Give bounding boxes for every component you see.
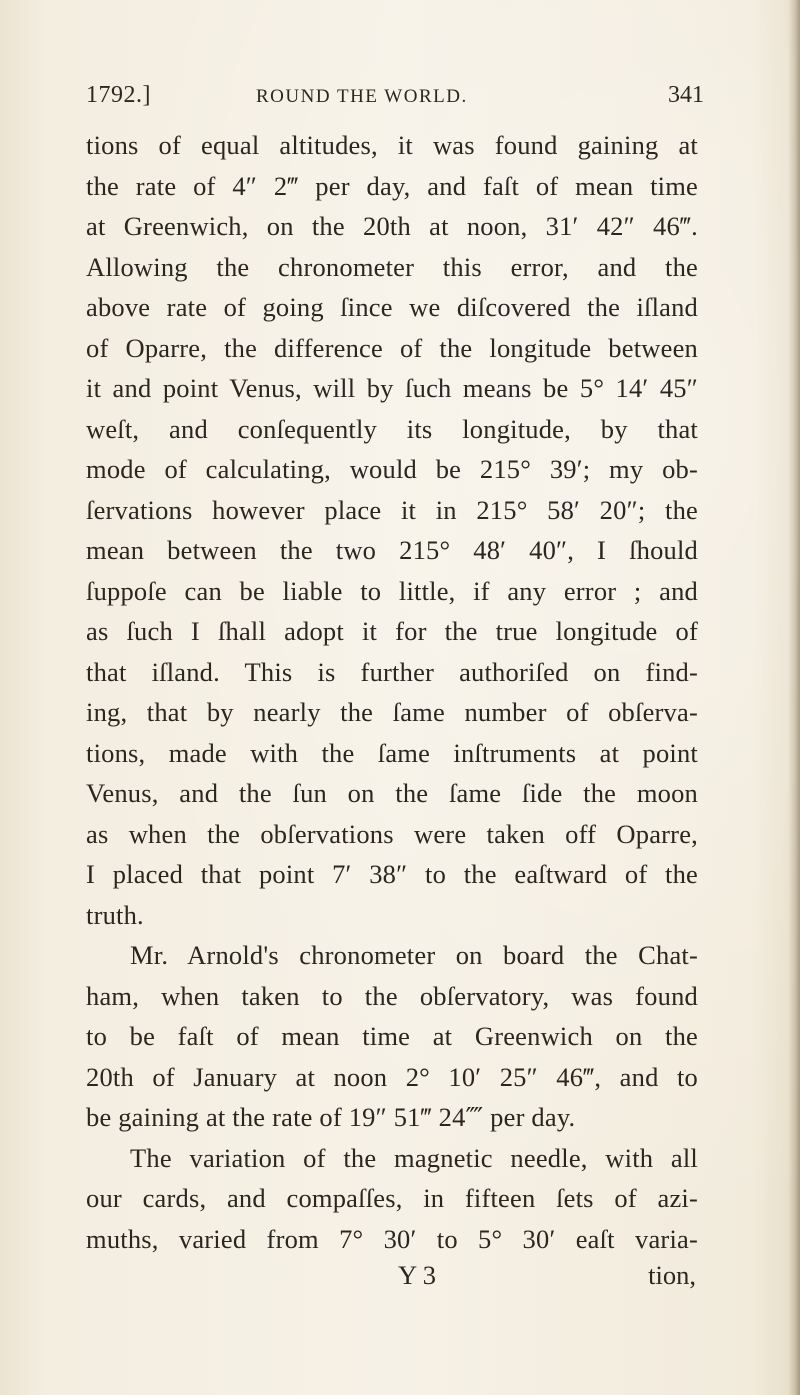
text-line: Allowing the chronometer this error, and the xyxy=(86,251,698,282)
text-line: I placed that point 7′ 38″ to the eaſtward of the xyxy=(86,859,698,889)
text-line: above rate of going ſince we diſcovered the iſland xyxy=(86,292,698,322)
text-line: that iſland. This is further authoriſed on find- xyxy=(86,656,698,687)
text-line: as ſuch I ſhall adopt it for the true longitude of xyxy=(86,616,698,646)
text-line: ſuppoſe can be liable to little, if any error ; and xyxy=(86,575,698,606)
text-line: it and point Venus, will by ſuch means be 5° 14′ 45″ xyxy=(86,373,698,403)
text-line: muths, varied from 7° 30′ to 5° 30′ eaſt varia- xyxy=(86,1223,698,1254)
text-line: ſervations however place it in 215° 58′ 20″; the xyxy=(86,494,698,525)
text-line: ing, that by nearly the ſame number of obſerva- xyxy=(86,697,698,727)
signature-mark: Y 3 xyxy=(398,1260,437,1290)
page-gutter-shadow xyxy=(788,0,800,1395)
body-text xyxy=(86,125,698,1259)
text-line: 20th of January at noon 2° 10′ 25″ 46‴, and to xyxy=(86,1061,698,1092)
text-line: of Oparre, the difference of the longitude between xyxy=(86,332,698,363)
header-title: ROUND THE WORLD. xyxy=(256,86,468,107)
text-line: as when the obſervations were taken off Oparre, xyxy=(86,818,698,849)
text-line: the rate of 4″ 2‴ per day, and faſt of mean time xyxy=(86,170,698,201)
text-line: tions, made with the ſame inſtruments at point xyxy=(86,737,698,768)
text-line: mode of calculating, would be 215° 39′; my ob- xyxy=(86,454,698,484)
page-number: 341 xyxy=(668,82,704,108)
text-line: Venus, and the ſun on the ſame ſide the moon xyxy=(86,778,698,808)
text-line: tions of equal altitudes, it was found gaining at xyxy=(86,130,698,160)
page-footer xyxy=(86,1260,698,1300)
text-line: mean between the two 215° 48′ 40″, I ſhould xyxy=(86,535,698,565)
text-line: our cards, and compaſſes, in fifteen ſets of azi- xyxy=(86,1183,698,1213)
text-line: at Greenwich, on the 20th at noon, 31′ 42″ 46‴. xyxy=(86,211,698,241)
header-year: 1792.] xyxy=(86,82,151,108)
text-line-paragraph-end: truth. xyxy=(86,899,144,930)
running-header xyxy=(86,82,704,114)
text-line-paragraph-start: The variation of the magnetic needle, with all xyxy=(130,1142,698,1173)
text-line-paragraph-start: Mr. Arnold's chronometer on board the Chat- xyxy=(130,940,698,970)
catchword: tion, xyxy=(648,1260,696,1290)
text-line-paragraph-end: be gaining at the rate of 19″ 51‴ 24⁗ per day. xyxy=(86,1102,576,1132)
text-line: ham, when taken to the obſervatory, was found xyxy=(86,980,698,1011)
text-line: weſt, and conſequently its longitude, by that xyxy=(86,413,698,444)
text-line: to be faſt of mean time at Greenwich on the xyxy=(86,1021,698,1051)
